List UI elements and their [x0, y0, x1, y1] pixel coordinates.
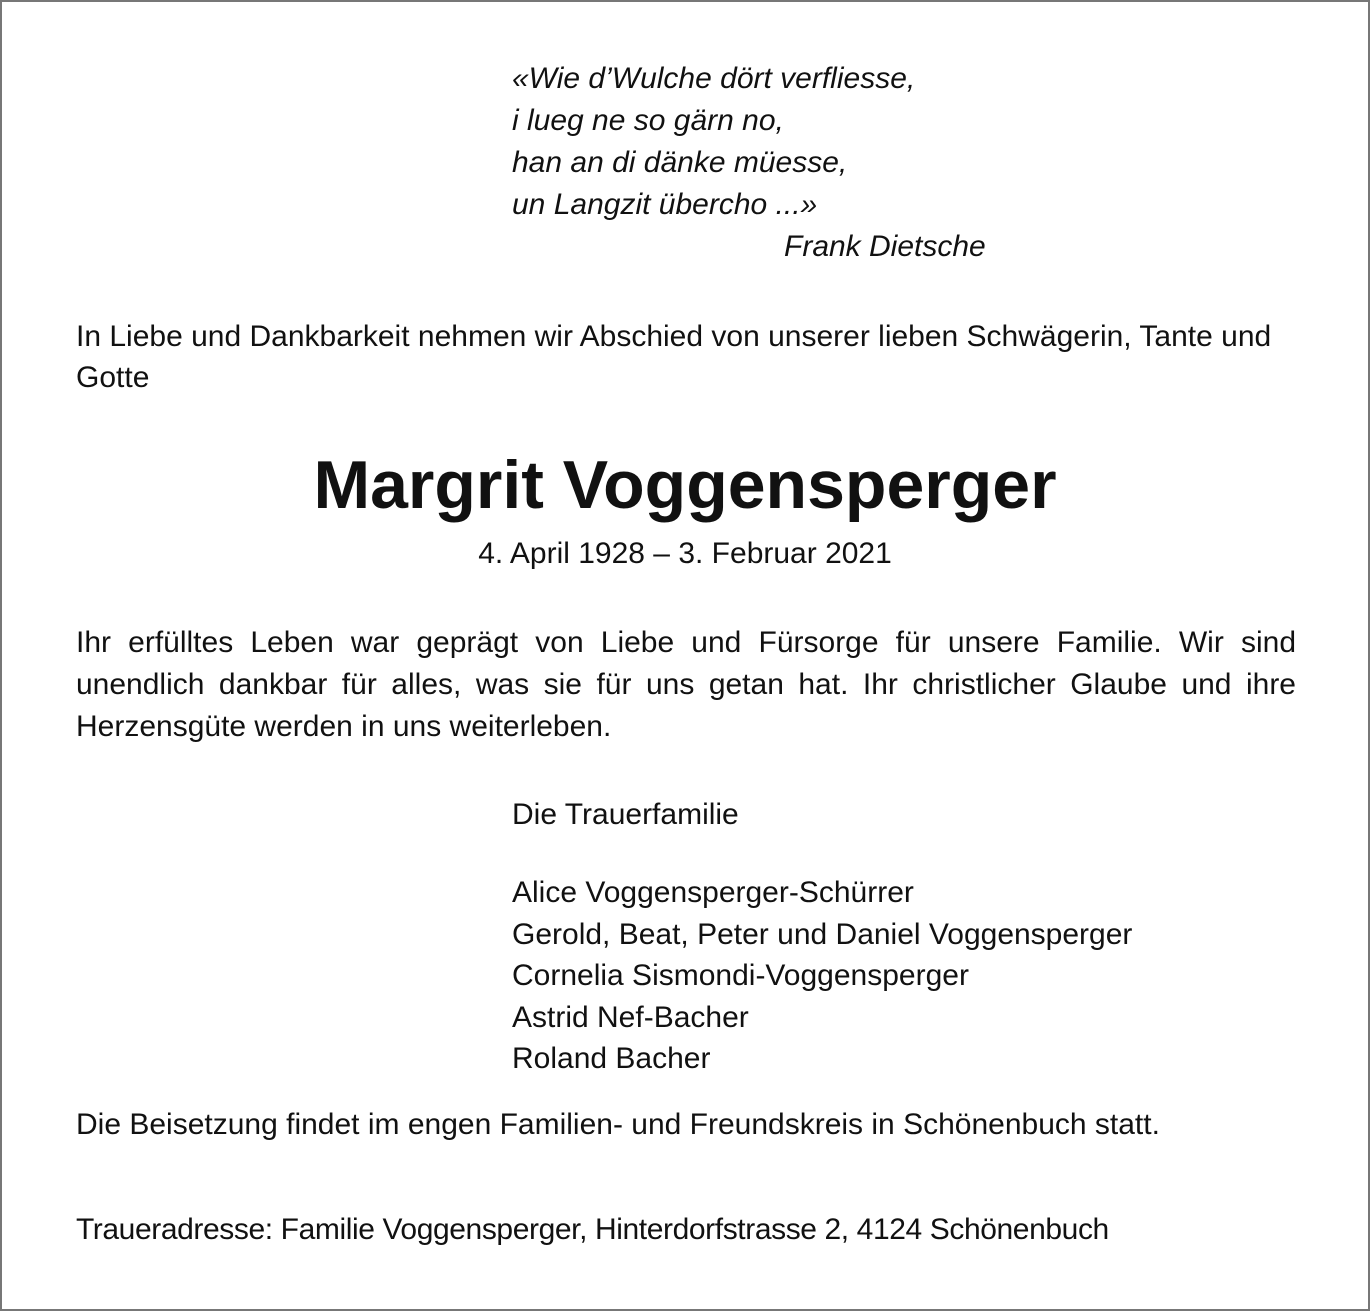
intro-text: In Liebe und Dankbarkeit nehmen wir Abschied von unserer lieben Schwägerin, Tante und Gotte [76, 320, 1272, 394]
burial-text: Die Beisetzung findet im engen Familien- und Freundskreis in Schönenbuch statt. [76, 1108, 1160, 1141]
poem-line: han an di dänke müesse, [512, 146, 848, 179]
poem-author: Frank Dietsche [784, 230, 986, 263]
poem-line: i lueg ne so gärn no, [512, 104, 784, 137]
life-dates: 4. April 1928 – 3. Februar 2021 [478, 537, 892, 570]
poem-line: «Wie d’Wulche dört verfliesse, [512, 62, 916, 95]
family-member: Astrid Nef-Bacher [512, 1000, 749, 1034]
family-member: Cornelia Sismondi-Voggensperger [512, 959, 969, 992]
tribute-text: Ihr erfülltes Leben war geprägt von Liebe und Fürsorge für unsere Familie. Wir sind unendlich dankbar für alles, was sie für uns getan hat. Ihr christlicher Glaube und ihre Herzensgüte werden in uns weiterleben. [76, 626, 1296, 743]
poem [512, 58, 986, 268]
family-members [512, 872, 1132, 1080]
family-member: Roland Bacher [512, 1042, 711, 1075]
family-heading: Die Trauerfamilie [512, 798, 739, 831]
family-member: Alice Voggensperger-Schürrer [512, 876, 914, 909]
poem-line: un Langzit übercho ...» [512, 188, 818, 221]
deceased-name: Margrit Voggensperger [313, 447, 1057, 523]
mourning-address: Traueradresse: Familie Voggensperger, Hinterdorfstrasse 2, 4124 Schönenbuch [76, 1213, 1109, 1246]
family-member: Gerold, Beat, Peter und Daniel Voggensperger [512, 917, 1133, 951]
